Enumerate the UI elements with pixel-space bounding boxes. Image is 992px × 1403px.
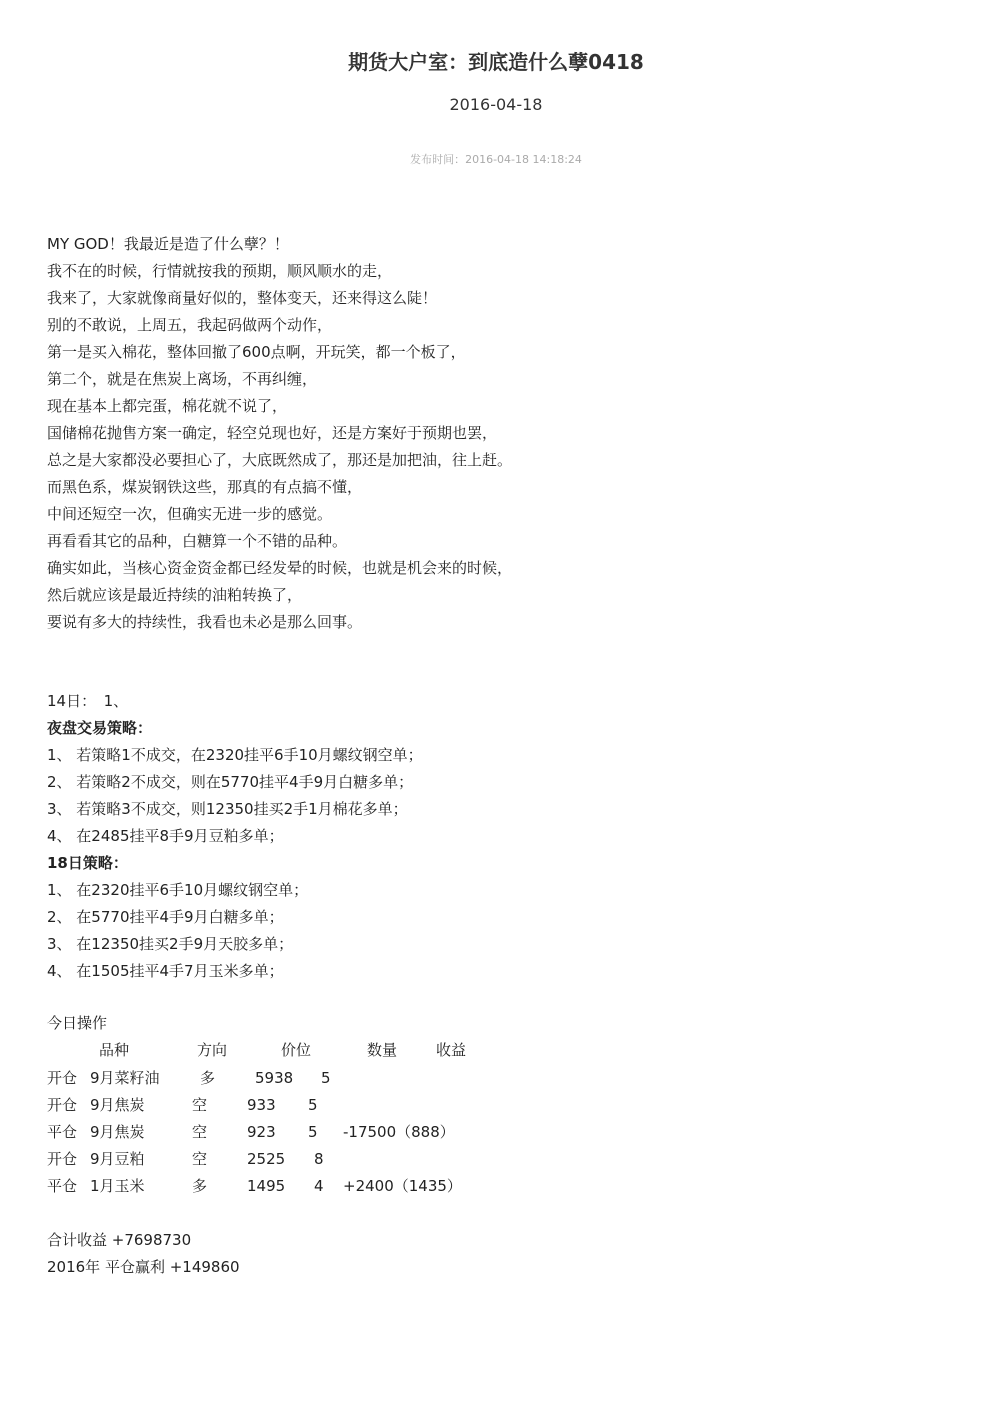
cell-action: 开仓 (47, 1096, 78, 1114)
cell-action: 平仓 (47, 1177, 78, 1195)
cell-action: 平仓 (47, 1123, 78, 1141)
cell-product: 9月焦炭 (90, 1123, 145, 1141)
article-body (47, 231, 512, 636)
cell-product: 9月焦炭 (90, 1096, 145, 1114)
body-line: 确实如此，当核心资金资金都已经发晕的时候，也就是机会来的时候， (47, 559, 513, 577)
cell-price: 1495 (247, 1177, 286, 1195)
cell-qty: 4 (314, 1177, 324, 1195)
table-row (47, 1092, 647, 1119)
body-line: 我不在的时候，行情就按我的预期，顺风顺水的走， (47, 262, 393, 280)
day-strategy-heading: 18日策略： (47, 854, 128, 872)
total-profit: 合计收益 +7698730 (47, 1231, 192, 1249)
cell-direction: 多 (192, 1177, 208, 1195)
day-strategy-item: 1、 在2320挂平6手10月螺纹钢空单； (47, 881, 309, 899)
night-strategy-item: 4、 在2485挂平8手9月豆粕多单； (47, 827, 284, 845)
body-line: 中间还短空一次，但确实无进一步的感觉。 (47, 505, 333, 523)
col-price: 价位 (281, 1041, 312, 1059)
body-line: 而黑色系，煤炭钢铁这些，那真的有点搞不懂， (47, 478, 363, 496)
col-direction: 方向 (197, 1041, 228, 1059)
body-line: 国储棉花抛售方案一确定，轻空兑现也好，还是方案好于预期也罢， (47, 424, 498, 442)
cell-qty: 5 (308, 1096, 318, 1114)
cell-qty: 5 (308, 1123, 318, 1141)
body-line: 再看看其它的品种，白糖算一个不错的品种。 (47, 532, 348, 550)
strategy-intro: 14日： 1、 (47, 692, 129, 710)
cell-qty: 8 (314, 1150, 324, 1168)
cell-profit: -17500（888） (343, 1123, 455, 1141)
cell-price: 923 (247, 1123, 276, 1141)
summary (47, 1227, 240, 1281)
cell-product: 9月豆粕 (90, 1150, 145, 1168)
day-strategy-item: 3、 在12350挂买2手9月天胶多单； (47, 935, 294, 953)
body-line: 我来了，大家就像商量好似的，整体变天，还来得这么陡！ (47, 289, 438, 307)
col-qty: 数量 (367, 1041, 398, 1059)
article-title: 期货大户室：到底造什么孽0418 (348, 50, 644, 74)
cell-direction: 空 (192, 1150, 208, 1168)
cell-profit: +2400（1435） (343, 1177, 462, 1195)
cell-price: 5938 (255, 1069, 294, 1087)
body-line: 要说有多大的持续性，我看也未必是那么回事。 (47, 613, 363, 631)
night-strategy-item: 1、 若策略1不成交，在2320挂平6手10月螺纹钢空单； (47, 746, 423, 764)
cell-qty: 5 (321, 1069, 331, 1087)
day-strategy-item: 4、 在1505挂平4手7月玉米多单； (47, 962, 284, 980)
table-row (47, 1065, 647, 1092)
strategy-section (47, 688, 423, 985)
night-strategy-item: 3、 若策略3不成交，则12350挂买2手1月棉花多单； (47, 800, 408, 818)
cell-direction: 空 (192, 1096, 208, 1114)
cell-price: 2525 (247, 1150, 286, 1168)
cell-direction: 多 (200, 1069, 216, 1087)
cell-price: 933 (247, 1096, 276, 1114)
table-row (47, 1146, 647, 1173)
col-product: 品种 (99, 1041, 130, 1059)
day-strategy-item: 2、 在5770挂平4手9月白糖多单； (47, 908, 284, 926)
cell-action: 开仓 (47, 1150, 78, 1168)
body-line: 总之是大家都没必要担心了，大底既然成了，那还是加把油，往上赶。 (47, 451, 513, 469)
publish-time: 发布时间：2016-04-18 14:18:24 (410, 153, 582, 166)
body-line: 现在基本上都完蛋，棉花就不说了， (47, 397, 288, 415)
body-line: MY GOD！我最近是造了什么孽？！ (47, 235, 289, 253)
cell-product: 9月菜籽油 (90, 1069, 160, 1087)
article-date: 2016-04-18 (449, 95, 543, 114)
body-line: 第二个，就是在焦炭上离场，不再纠缠， (47, 370, 318, 388)
night-strategy-item: 2、 若策略2不成交，则在5770挂平4手9月白糖多单； (47, 773, 414, 791)
year-profit: 2016年 平仓赢利 +149860 (47, 1258, 240, 1276)
operations-heading: 今日操作 (47, 1014, 108, 1032)
table-row (47, 1173, 647, 1200)
body-line: 然后就应该是最近持续的油粕转换了， (47, 586, 303, 604)
col-profit: 收益 (436, 1041, 467, 1059)
body-line: 别的不敢说，上周五，我起码做两个动作， (47, 316, 333, 334)
cell-action: 开仓 (47, 1069, 78, 1087)
cell-direction: 空 (192, 1123, 208, 1141)
cell-product: 1月玉米 (90, 1177, 145, 1195)
table-row (47, 1119, 647, 1146)
body-line: 第一是买入棉花，整体回撤了600点啊，开玩笑，都一个板了， (47, 343, 466, 361)
night-strategy-heading: 夜盘交易策略： (47, 719, 153, 737)
